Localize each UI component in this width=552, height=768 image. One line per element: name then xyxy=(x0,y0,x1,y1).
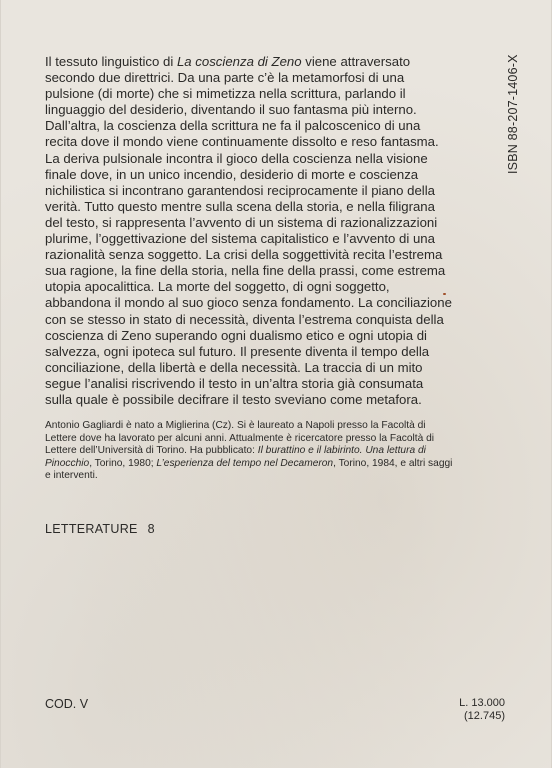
isbn-label xyxy=(506,54,520,174)
isbn-text: ISBN 88-207-1406-X xyxy=(506,54,520,174)
price-net: (12.745) xyxy=(464,709,505,722)
bio-part-1: Antonio Gagliardi è nato a Miglierina (Cz). Si è laureato a Napoli presso la Facoltà di Lettere dove ha lavorato per alcuni anni. Attualmente è ricercatore presso la Facoltà di Lettere dell’Università di Torino. Ha pubblicato: xyxy=(45,420,435,457)
product-code: COD. V xyxy=(45,697,89,711)
series-name: LETTERATURE xyxy=(45,522,138,536)
blurb-intro: Il tessuto linguistico di xyxy=(45,54,177,69)
blurb-text xyxy=(45,54,453,408)
series-label xyxy=(45,522,155,536)
price-block xyxy=(459,697,505,722)
author-bio xyxy=(45,420,455,483)
blurb-title: La coscienza di Zeno xyxy=(176,54,302,69)
bio-part-3: , Torino, 1984, e altri saggi e interventi. xyxy=(45,457,453,482)
bio-part-2: , Torino, 1980; xyxy=(89,457,157,469)
bio-title-1: Il burattino e il labirinto. Una lettura di Pinocchio xyxy=(45,445,426,469)
bio-title-2: L’esperienza del tempo nel Decameron xyxy=(156,457,334,469)
series-number: 8 xyxy=(147,522,155,536)
blurb-body: attraversato secondo due direttrici. Da una parte c’è la metamorfosi di una pulsione (di morte) che si mimetizza nella scrittura, parlando il linguaggio del desiderio, diventando il suo fantasma più interno. Dall’altra, la coscienza della scrittura ne fa il palcoscenico di una recita dove il mondo viene continuamente dissolto e reso fantasma. La deriva pulsionale incontra il gioco della coscienza nella visione finale dove, in un unico incendio, desiderio di morte e coscienza nichilistica si incontrano garantendosi reciprocamente il piano della verità. Tutto questo mentre sulla scena della storia, e nella filigrana del testo, si rappresenta l’avvento di un sistema di razionalizzazioni plurime, l’oggettivazione del sistema capitalistico e l’avvento di una razionalità senza soggetto. La crisi della soggettività recita l’estrema sua ragione, la fine della storia, nella fine della prassi, come estrema utopia apocalittica. La morte del soggetto, di ogni soggetto, abbandona il mondo al suo gioco senza fondamento. La conciliazione con se stesso in stato di necessità, diventa l’estrema conquista della coscienza di Zeno superando ogni dualismo etico e ogni utopia di salvezza, ogni ipoteca sul futuro. Il presente diventa il tempo della conciliazione, della libertà e della necessità. La traccia di un mito segue l’analisi riscrivendo il testo in un’altra storia già consumata sulla quale è possibile decifrare il testo sveviano come metafora. xyxy=(45,54,452,407)
price-main: L. 13.000 xyxy=(459,697,505,709)
blurb-intro-end: viene xyxy=(301,54,337,69)
paper-speck xyxy=(443,293,446,295)
